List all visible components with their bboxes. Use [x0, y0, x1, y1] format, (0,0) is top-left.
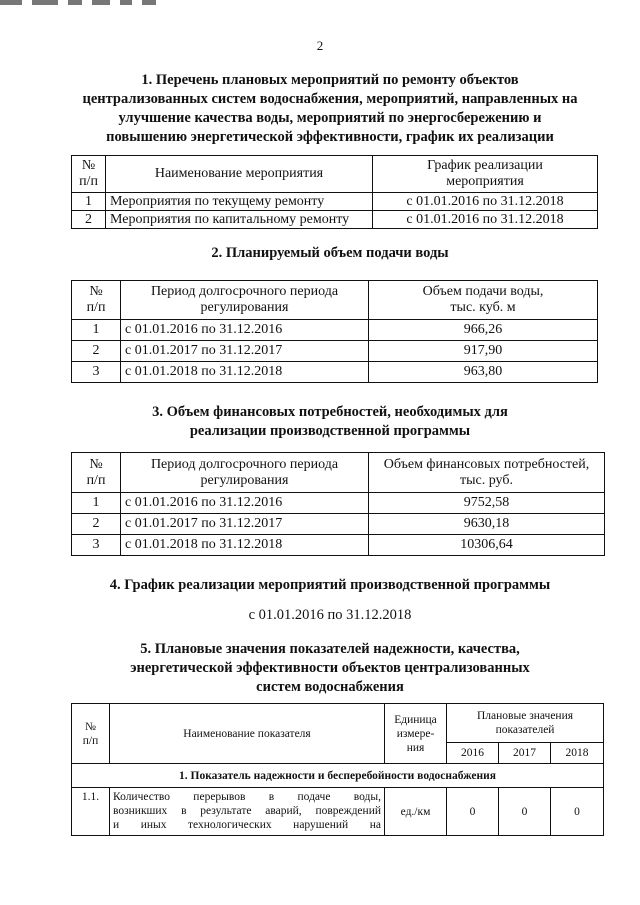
- table-row: [72, 193, 598, 211]
- col-header-planned: Плановые значения показателей: [447, 704, 604, 743]
- cell-finance: 10306,64: [369, 535, 605, 556]
- table-row: [72, 211, 598, 229]
- section5-title: 5. Плановые значения показателей надежности, качества, энергетической эффективности объектов централизованных систем водоснабжения: [130, 641, 530, 695]
- table-header-row: [72, 453, 605, 493]
- indicator-line: возникших в результате аварий, повреждений: [113, 805, 381, 817]
- cell-volume: 917,90: [369, 341, 598, 362]
- table-row: [72, 362, 598, 383]
- cell-num: 3: [72, 362, 121, 383]
- col-header-unit: Единица измере- ния: [385, 704, 447, 764]
- cell-schedule: с 01.01.2016 по 31.12.2018: [373, 193, 598, 211]
- section2-title: 2. Планируемый объем подачи воды: [211, 245, 449, 261]
- group-title: 1. Показатель надежности и бесперебойности водоснабжения: [72, 764, 604, 788]
- cell-num: 3: [72, 535, 121, 556]
- table-row: [72, 514, 605, 535]
- col-header-schedule: График реализации мероприятия: [373, 156, 598, 193]
- col-header-num: № п/п: [72, 156, 106, 193]
- table-header-row: [72, 281, 598, 320]
- cell-period: с 01.01.2018 по 31.12.2018: [121, 362, 369, 383]
- cell-num: 1: [72, 320, 121, 341]
- cell-value-2016: 0: [447, 788, 499, 836]
- cell-volume: 966,26: [369, 320, 598, 341]
- col-header-num: № п/п: [72, 704, 110, 764]
- col-header-year-2017: 2017: [499, 743, 551, 764]
- cell-period: с 01.01.2016 по 31.12.2016: [121, 320, 369, 341]
- table-group-row: [72, 764, 604, 788]
- cell-volume: 963,80: [369, 362, 598, 383]
- cell-period: с 01.01.2017 по 31.12.2017: [121, 341, 369, 362]
- col-header-period: Период долгосрочного периода регулирования: [121, 281, 369, 320]
- cell-value-2018: 0: [551, 788, 604, 836]
- table-row: [72, 788, 604, 836]
- cell-value-2017: 0: [499, 788, 551, 836]
- col-header-indicator: Наименование показателя: [110, 704, 385, 764]
- section4-period: с 01.01.2016 по 31.12.2018: [248, 607, 412, 623]
- table-row: [72, 493, 605, 514]
- section5-table: [71, 703, 604, 836]
- table-row: [72, 320, 598, 341]
- cell-num: 1: [72, 193, 106, 211]
- indicator-line: Количество перерывов в подаче воды,: [113, 791, 381, 803]
- cell-finance: 9752,58: [369, 493, 605, 514]
- cell-num: 2: [72, 341, 121, 362]
- cell-num: 2: [72, 211, 106, 229]
- col-header-volume: Объем подачи воды, тыс. куб. м: [369, 281, 598, 320]
- table-header-row: [72, 156, 598, 193]
- indicator-line: и иных технологических нарушений на: [113, 819, 381, 831]
- col-header-num: № п/п: [72, 453, 121, 493]
- section3-table: [71, 452, 605, 556]
- cell-period: с 01.01.2016 по 31.12.2016: [121, 493, 369, 514]
- section1-title: 1. Перечень плановых мероприятий по ремонту объектов централизованных систем водоснабжения, мероприятий, направленных на улучшение качества воды, мероприятий по энергосбережению и повышению энергетической эффективности, график их реализации: [82, 72, 578, 145]
- cell-num: 1.1.: [72, 788, 110, 836]
- col-header-year-2016: 2016: [447, 743, 499, 764]
- table-row: [72, 341, 598, 362]
- col-header-num: № п/п: [72, 281, 121, 320]
- cell-name: Мероприятия по капитальному ремонту: [106, 211, 373, 229]
- col-header-finance: Объем финансовых потребностей, тыс. руб.: [369, 453, 605, 493]
- cell-period: с 01.01.2017 по 31.12.2017: [121, 514, 369, 535]
- cell-num: 2: [72, 514, 121, 535]
- cell-name: Мероприятия по текущему ремонту: [106, 193, 373, 211]
- section3-title: 3. Объем финансовых потребностей, необходимых для реализации производственной программы: [152, 404, 508, 439]
- table-header-row: [72, 704, 604, 743]
- cell-indicator: [110, 788, 385, 836]
- cell-period: с 01.01.2018 по 31.12.2018: [121, 535, 369, 556]
- cell-num: 1: [72, 493, 121, 514]
- cell-finance: 9630,18: [369, 514, 605, 535]
- col-header-name: Наименование мероприятия: [106, 156, 373, 193]
- table-row: [72, 535, 605, 556]
- section4-title: 4. График реализации мероприятий производственной программы: [109, 577, 551, 593]
- col-header-period: Период долгосрочного периода регулирования: [121, 453, 369, 493]
- col-header-year-2018: 2018: [551, 743, 604, 764]
- cell-unit: ед./км: [385, 788, 447, 836]
- scan-edge-marks: [0, 0, 160, 6]
- cell-schedule: с 01.01.2016 по 31.12.2018: [373, 211, 598, 229]
- page-number: 2: [316, 38, 324, 53]
- section2-table: [71, 280, 598, 383]
- section1-table: [71, 155, 598, 229]
